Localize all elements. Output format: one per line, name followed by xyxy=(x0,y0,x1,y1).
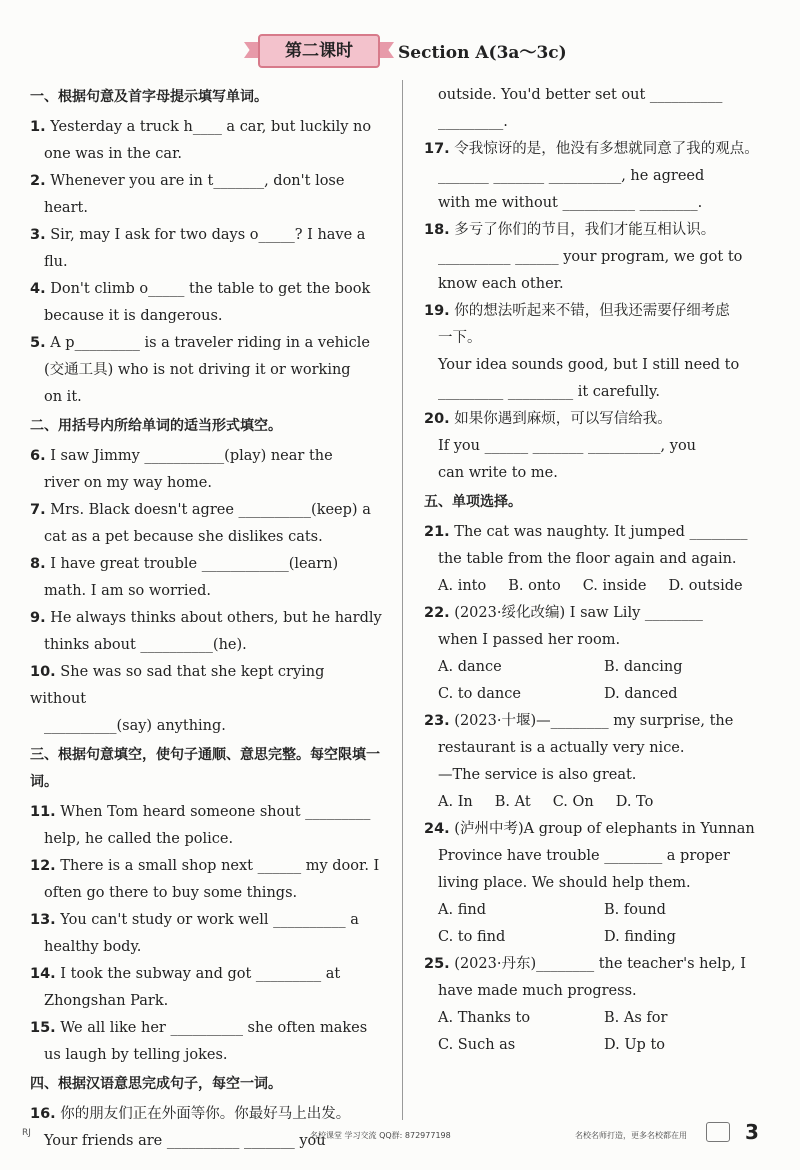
question-text: I saw Jimmy ___________(play) near the xyxy=(50,448,333,464)
question-text: —The service is also great. xyxy=(438,767,637,783)
question-text: __________(say) anything. xyxy=(44,718,226,734)
question-text: because it is dangerous. xyxy=(44,308,223,324)
question-item xyxy=(30,222,382,276)
question-number: 20. xyxy=(424,411,450,427)
question-text: on it. xyxy=(44,389,82,405)
question-text: Yesterday a truck h____ a car, but luckily no xyxy=(50,119,372,135)
question-text: math. I am so worried. xyxy=(44,583,212,599)
section-heading: 五、单项选择。 xyxy=(424,494,522,510)
answer-option[interactable]: A. Thanks to xyxy=(438,1010,531,1026)
question-text: 多亏了你们的节目，我们才能互相认识。 xyxy=(454,222,716,238)
question-number: 10. xyxy=(30,664,56,680)
question-text: He always thinks about others, but he hardly xyxy=(50,610,382,626)
question-text: restaurant is a actually very nice. xyxy=(438,740,685,756)
answer-option[interactable]: C. to dance xyxy=(438,686,521,702)
question-text: flu. xyxy=(44,254,68,270)
question-continuation xyxy=(424,82,770,136)
question-text: cat as a pet because she dislikes cats. xyxy=(44,529,323,545)
slogan: 名校名师打造，更多名校都在用 xyxy=(575,1131,687,1140)
question-number: 6. xyxy=(30,448,46,464)
question-text: when I passed her room. xyxy=(438,632,621,648)
question-text: _______ _______ __________, he agreed xyxy=(438,168,705,184)
question-text: You can't study or work well __________ a xyxy=(60,912,359,928)
edition-mark: RJ xyxy=(22,1128,31,1138)
page-number: 3 xyxy=(745,1120,759,1144)
question-number: 21. xyxy=(424,524,450,540)
question-text: A p_________ is a traveler riding in a vehicle xyxy=(50,335,370,351)
question-text: I took the subway and got _________ at xyxy=(60,966,341,982)
question-number: 12. xyxy=(30,858,56,874)
question-text: __________ ______ your program, we got to xyxy=(438,249,743,265)
question-text: I have great trouble ____________(learn) xyxy=(50,556,339,572)
question-text: 你的朋友们正在外面等你。你最好马上出发。 xyxy=(60,1106,351,1122)
answer-option[interactable]: C. On xyxy=(552,794,594,810)
answer-option[interactable]: A. In xyxy=(438,794,473,810)
answer-option[interactable]: C. to find xyxy=(438,929,506,945)
answer-option[interactable]: D. outside xyxy=(668,578,743,594)
question-item xyxy=(30,276,382,330)
answer-option[interactable]: B. dancing xyxy=(604,659,683,675)
question-text: 你的想法听起来不错，但我还需要仔细考虑 xyxy=(454,303,730,319)
question-text: outside. You'd better set out __________ xyxy=(438,87,723,103)
answer-option[interactable]: C. Such as xyxy=(438,1037,516,1053)
question-item xyxy=(424,708,770,816)
question-number: 23. xyxy=(424,713,450,729)
question-text: us laugh by telling jokes. xyxy=(44,1047,228,1063)
question-item xyxy=(30,907,382,961)
question-text: thinks about __________(he). xyxy=(44,637,247,653)
answer-option[interactable]: D. To xyxy=(615,794,654,810)
question-text: She was so sad that she kept crying without xyxy=(30,664,325,707)
question-text: healthy body. xyxy=(44,939,142,955)
question-text: 令我惊讶的是，他没有多想就同意了我的观点。 xyxy=(454,141,759,157)
question-item xyxy=(424,600,770,708)
question-text: Sir, may I ask for two days o_____? I have a xyxy=(50,227,366,243)
question-number: 16. xyxy=(30,1106,56,1122)
question-text: Your idea sounds good, but I still need to xyxy=(438,357,740,373)
question-item xyxy=(30,659,382,740)
question-text: _________. xyxy=(438,114,508,130)
question-number: 1. xyxy=(30,119,46,135)
question-number: 14. xyxy=(30,966,56,982)
answer-option[interactable]: B. At xyxy=(494,794,531,810)
question-item xyxy=(424,217,770,298)
answer-option[interactable]: D. danced xyxy=(604,686,678,702)
question-text: We all like her __________ she often makes xyxy=(60,1020,368,1036)
section-title: Section A(3a～3c) xyxy=(398,43,567,63)
question-text: river on my way home. xyxy=(44,475,212,491)
answer-option[interactable]: A. find xyxy=(438,902,486,918)
question-text: (泸州中考)A group of elephants in Yunnan xyxy=(454,821,755,837)
section-heading: 二、用括号内所给单词的适当形式填空。 xyxy=(30,418,282,434)
answer-option[interactable]: B. onto xyxy=(508,578,561,594)
question-text: 一下。 xyxy=(438,330,482,346)
question-number: 13. xyxy=(30,912,56,928)
question-number: 9. xyxy=(30,610,46,626)
question-item xyxy=(424,816,770,951)
question-text: Province have trouble ________ a proper xyxy=(438,848,730,864)
question-text: When Tom heard someone shout _________ xyxy=(60,804,371,820)
question-number: 11. xyxy=(30,804,56,820)
answer-option[interactable]: B. As for xyxy=(604,1010,668,1026)
question-item xyxy=(30,605,382,659)
question-text: (2023·十堰)—________ my surprise, the xyxy=(454,713,734,729)
question-text: Mrs. Black doesn't agree __________(keep) a xyxy=(50,502,371,518)
answer-option[interactable]: D. finding xyxy=(604,929,676,945)
answer-option[interactable]: B. found xyxy=(604,902,666,918)
question-number: 8. xyxy=(30,556,46,572)
question-number: 5. xyxy=(30,335,46,351)
question-item xyxy=(424,136,770,217)
question-item xyxy=(30,551,382,605)
publisher-logo-icon xyxy=(706,1122,730,1142)
page-header xyxy=(0,30,800,70)
left-column xyxy=(30,82,382,1155)
question-number: 19. xyxy=(424,303,450,319)
question-text: 如果你遇到麻烦，可以写信给我。 xyxy=(454,411,672,427)
answer-option[interactable]: A. dance xyxy=(438,659,502,675)
question-text: have made much progress. xyxy=(438,983,637,999)
lesson-label: 第二课时 xyxy=(285,41,353,61)
question-number: 2. xyxy=(30,173,46,189)
answer-option[interactable]: C. inside xyxy=(582,578,647,594)
question-text: with me without __________ ________. xyxy=(438,195,703,211)
question-text: Your friends are __________ _______ you xyxy=(44,1133,326,1149)
lesson-ribbon xyxy=(258,34,380,68)
question-text: can write to me. xyxy=(438,465,558,481)
question-text: help, he called the police. xyxy=(44,831,234,847)
question-item xyxy=(30,853,382,907)
question-item xyxy=(30,168,382,222)
question-text: know each other. xyxy=(438,276,564,292)
question-item xyxy=(424,951,770,1059)
section-heading: 三、根据句意填空，使句子通顺、意思完整。每空限填一词。 xyxy=(30,747,380,790)
question-item xyxy=(30,961,382,1015)
question-text: often go there to buy some things. xyxy=(44,885,298,901)
answer-option[interactable]: A. into xyxy=(438,578,487,594)
question-text: (交通工具) who is not driving it or working xyxy=(44,362,351,378)
question-number: 7. xyxy=(30,502,46,518)
question-text: one was in the car. xyxy=(44,146,183,162)
question-item xyxy=(30,443,382,497)
question-text: living place. We should help them. xyxy=(438,875,691,891)
question-item xyxy=(30,114,382,168)
question-number: 4. xyxy=(30,281,46,297)
question-number: 24. xyxy=(424,821,450,837)
column-divider xyxy=(402,80,403,1120)
question-number: 22. xyxy=(424,605,450,621)
question-number: 15. xyxy=(30,1020,56,1036)
question-text: (2023·绥化改编) I saw Lily ________ xyxy=(454,605,703,621)
question-number: 17. xyxy=(424,141,450,157)
question-item xyxy=(30,497,382,551)
question-item xyxy=(424,406,770,487)
question-number: 18. xyxy=(424,222,450,238)
right-column xyxy=(424,82,770,1059)
question-text: heart. xyxy=(44,200,88,216)
question-item xyxy=(30,1015,382,1069)
question-text: Don't climb o_____ the table to get the book xyxy=(50,281,371,297)
question-text: _________ _________ it carefully. xyxy=(438,384,660,400)
question-text: Zhongshan Park. xyxy=(44,993,169,1009)
question-item xyxy=(424,298,770,406)
answer-option[interactable]: D. Up to xyxy=(604,1037,665,1053)
question-text: If you ______ _______ __________, you xyxy=(438,438,697,454)
question-number: 3. xyxy=(30,227,46,243)
question-text: There is a small shop next ______ my door. I xyxy=(60,858,380,874)
question-item xyxy=(30,330,382,411)
question-text: Whenever you are in t_______, don't lose xyxy=(50,173,345,189)
section-heading: 四、根据汉语意思完成句子，每空一词。 xyxy=(30,1076,282,1092)
question-number: 25. xyxy=(424,956,450,972)
question-text: the table from the floor again and again. xyxy=(438,551,737,567)
question-text: The cat was naughty. It jumped ________ xyxy=(454,524,748,540)
question-text: (2023·丹东)________ the teacher's help, I xyxy=(454,956,746,972)
question-item xyxy=(30,799,382,853)
section-heading: 一、根据句意及首字母提示填写单词。 xyxy=(30,89,268,105)
question-item xyxy=(424,519,770,600)
group-info: 名校课堂 学习交流 QQ群: 872977198 xyxy=(310,1131,451,1140)
question-item xyxy=(30,1101,382,1155)
